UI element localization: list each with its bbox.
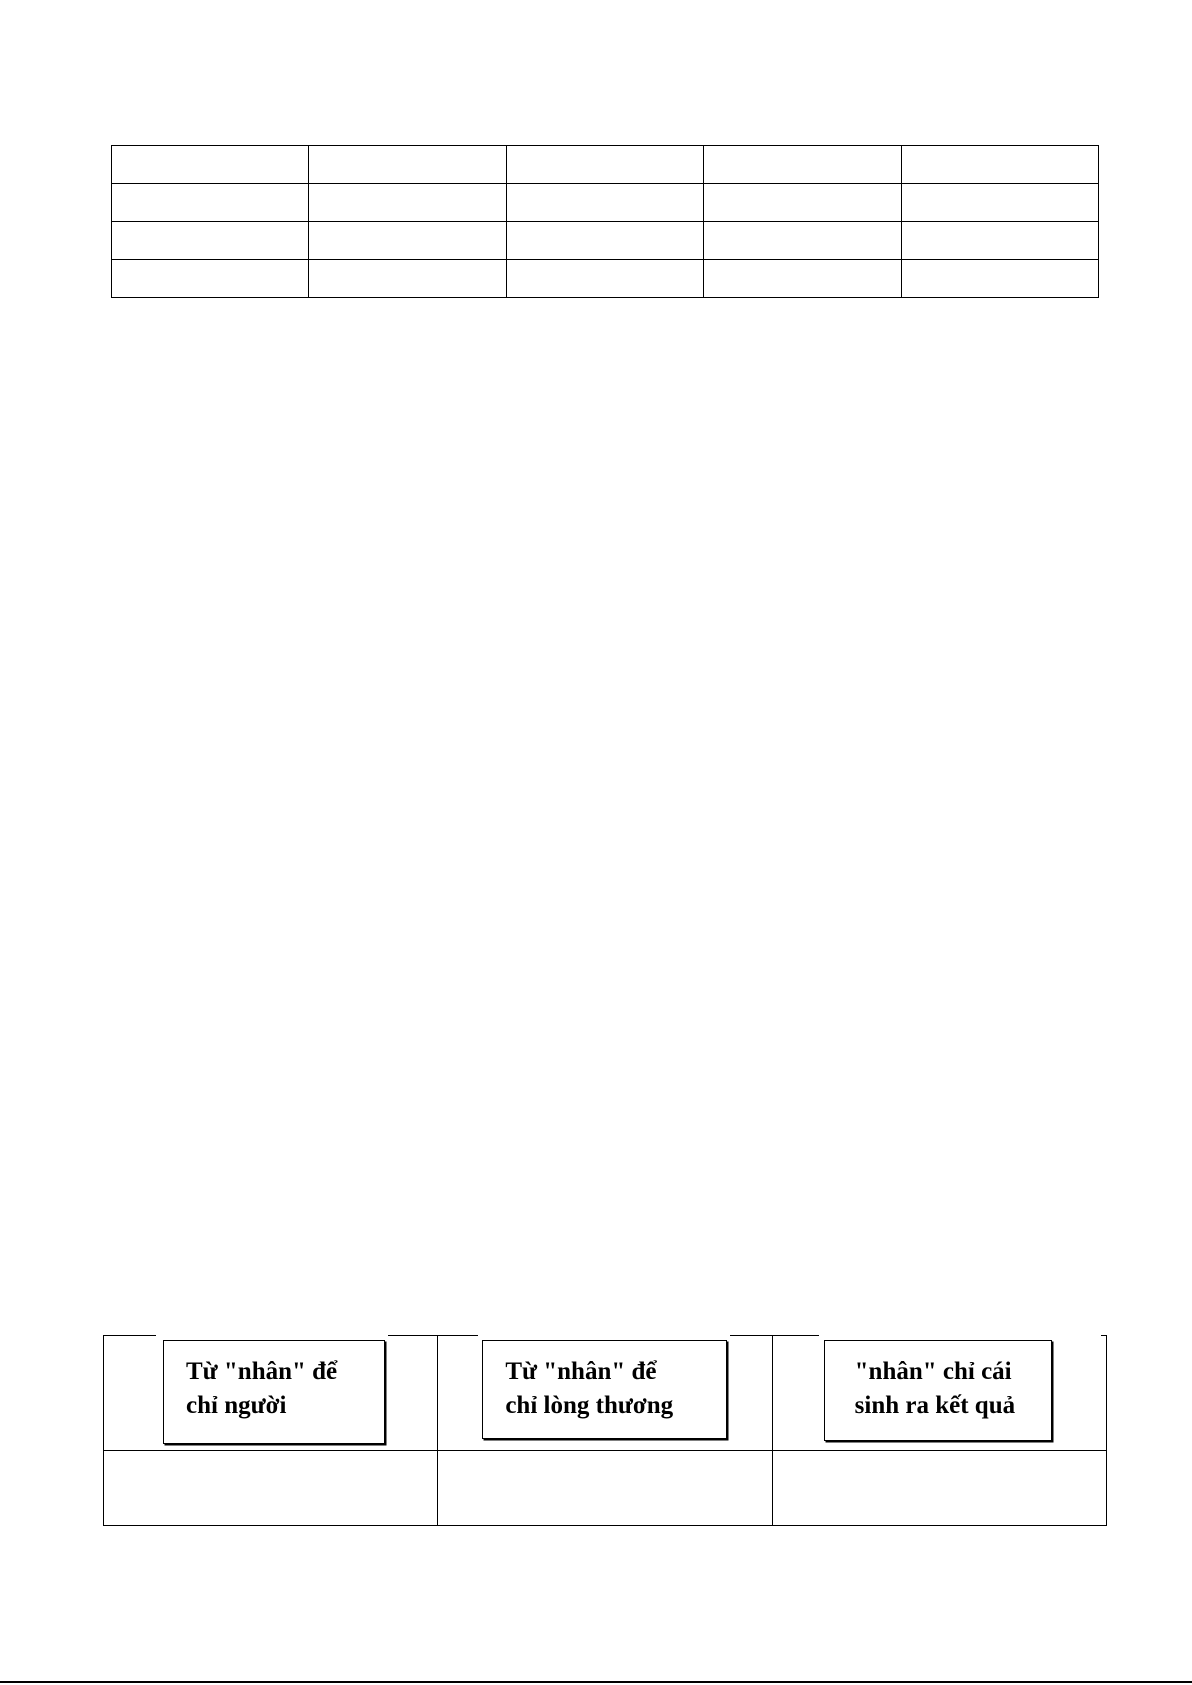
table-cell[interactable] <box>704 222 901 260</box>
answer-row <box>104 1451 1107 1526</box>
answer-cell-cause[interactable] <box>772 1451 1106 1526</box>
table-row <box>112 184 1099 222</box>
word-sort-table <box>103 1335 1107 1526</box>
page-bottom-rule <box>0 1681 1192 1683</box>
label-line: Từ "nhân" để <box>186 1358 338 1385</box>
label-row <box>104 1336 1107 1451</box>
table-cell[interactable] <box>506 260 703 298</box>
table-cell[interactable] <box>901 260 1098 298</box>
table-cell[interactable] <box>506 146 703 184</box>
border-gap <box>156 1333 388 1339</box>
table-cell[interactable] <box>112 222 309 260</box>
table-cell[interactable] <box>901 222 1098 260</box>
table-cell[interactable] <box>506 184 703 222</box>
table-cell[interactable] <box>901 184 1098 222</box>
table-row <box>112 146 1099 184</box>
answer-cell-compassion[interactable] <box>438 1451 772 1526</box>
table-cell[interactable] <box>704 184 901 222</box>
table-cell[interactable] <box>112 146 309 184</box>
table-cell[interactable] <box>704 260 901 298</box>
empty-grid-table <box>111 145 1099 298</box>
label-line: chỉ người <box>186 1392 287 1419</box>
category-label-compassion <box>482 1340 727 1439</box>
category-cell-person <box>104 1336 438 1451</box>
answer-cell-person[interactable] <box>104 1451 438 1526</box>
label-line: Từ "nhân" để <box>505 1358 657 1385</box>
category-label-cause <box>824 1340 1052 1441</box>
border-gap <box>819 1333 1101 1339</box>
category-cell-compassion <box>438 1336 772 1451</box>
table-cell[interactable] <box>112 184 309 222</box>
table-row <box>112 222 1099 260</box>
table-cell[interactable] <box>506 222 703 260</box>
label-line: chỉ lòng thương <box>505 1392 674 1419</box>
table-cell[interactable] <box>901 146 1098 184</box>
table-row <box>112 260 1099 298</box>
table-cell[interactable] <box>309 222 506 260</box>
label-line: "nhân" chỉ cái <box>854 1358 1012 1385</box>
table-cell[interactable] <box>309 146 506 184</box>
table-cell[interactable] <box>309 184 506 222</box>
table-cell[interactable] <box>309 260 506 298</box>
table-cell[interactable] <box>112 260 309 298</box>
label-line: sinh ra kết quả <box>854 1392 1016 1419</box>
category-label-person <box>163 1340 385 1444</box>
category-cell-cause <box>772 1336 1106 1451</box>
border-gap <box>478 1333 730 1339</box>
table-cell[interactable] <box>704 146 901 184</box>
